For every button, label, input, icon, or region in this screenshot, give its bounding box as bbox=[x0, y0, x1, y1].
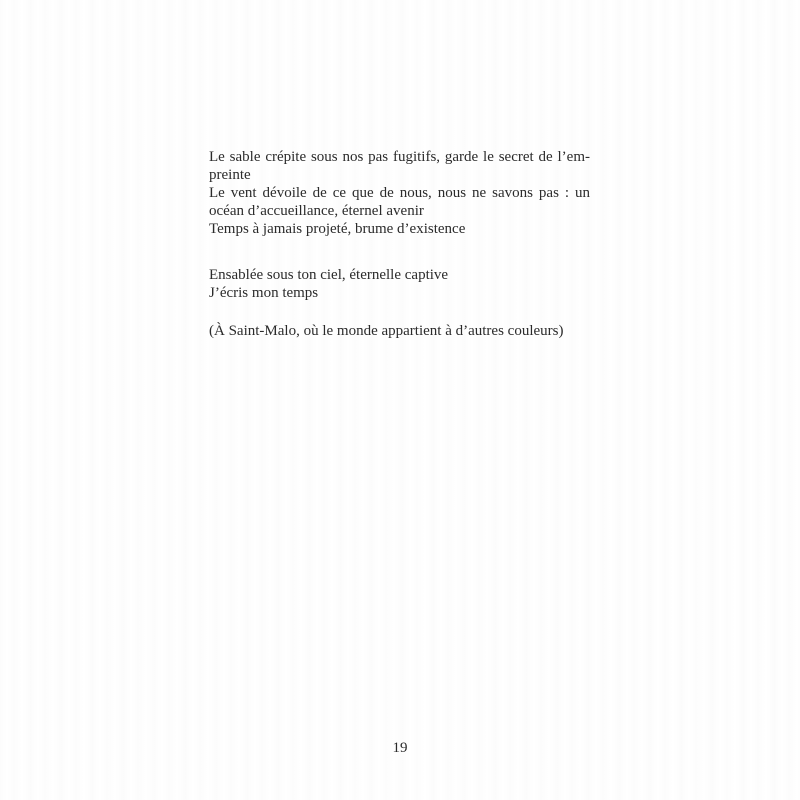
page-footer bbox=[0, 739, 800, 757]
poem-line: preinte bbox=[209, 167, 251, 183]
poem-stanza-dedication bbox=[209, 322, 590, 340]
poem-text-block bbox=[209, 148, 590, 340]
poem-line: océan d’accueillance, éternel avenir bbox=[209, 203, 424, 219]
page-number: 19 bbox=[392, 740, 408, 756]
poem-line: Temps à jamais projeté, brume d’existence bbox=[209, 221, 466, 237]
poem-dedication-line: (À Saint-Malo, où le monde appartient à d’autres couleurs) bbox=[209, 323, 564, 339]
poem-line: Ensablée sous ton ciel, éternelle captive bbox=[209, 267, 449, 283]
poem-stanza-2 bbox=[209, 266, 590, 302]
poem-stanza-1 bbox=[209, 148, 590, 238]
poem-line: Le sable crépite sous nos pas fugitifs, garde le secret de l’em- bbox=[209, 149, 590, 165]
poem-line: J’écris mon temps bbox=[209, 285, 319, 301]
poem-line: Le vent dévoile de ce que de nous, nous ne savons pas : un bbox=[209, 185, 590, 201]
